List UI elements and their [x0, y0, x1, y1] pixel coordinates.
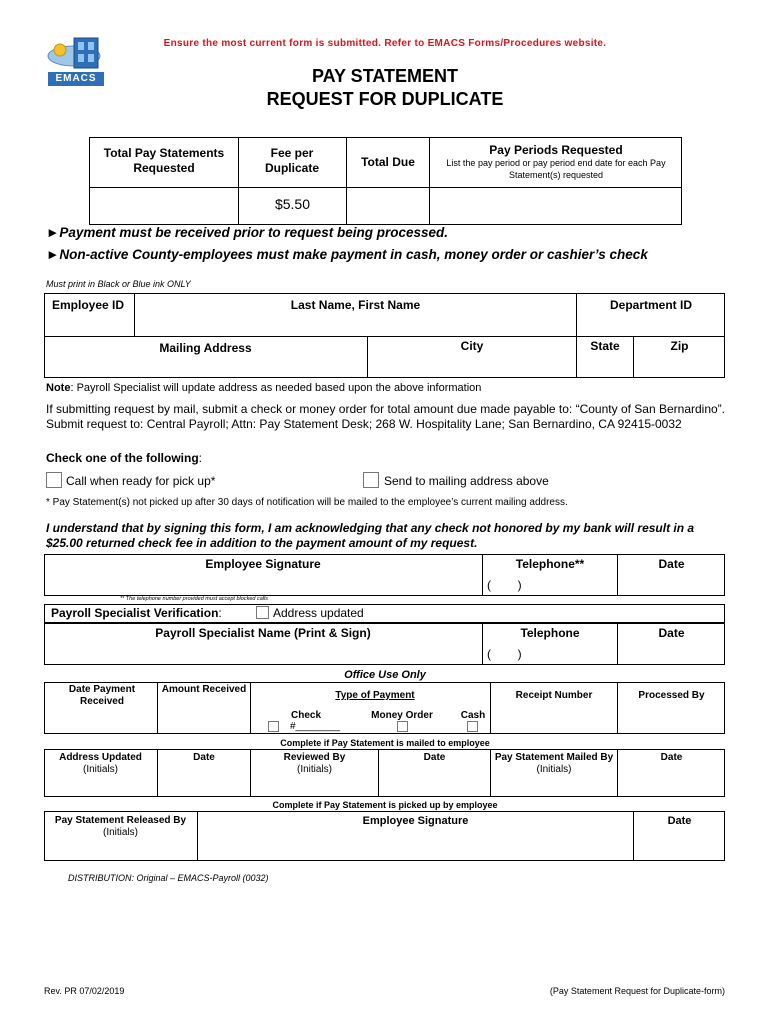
- employee-id-label: Employee ID: [52, 298, 125, 312]
- mailed-by-initials: (Initials): [536, 764, 572, 775]
- cash-checkbox[interactable]: [467, 721, 478, 732]
- pickup-date-label: Date: [667, 815, 692, 827]
- zip-label: Zip: [670, 339, 689, 353]
- processed-by-label: Processed By: [638, 690, 705, 701]
- revision-label: Rev. PR 07/02/2019: [44, 986, 125, 996]
- fee-value: $5.50: [274, 196, 311, 212]
- check-number-field[interactable]: #________: [290, 721, 341, 732]
- name-label: Last Name, First Name: [290, 298, 421, 312]
- office-use-title: Office Use Only: [344, 669, 426, 681]
- address-updated-label: Address updated: [273, 606, 364, 620]
- mailed-section-title: Complete if Pay Statement is mailed to employee: [280, 738, 490, 748]
- distribution-note: DISTRIBUTION: Original – EMACS-Payroll (0032): [68, 873, 269, 883]
- logo-text: EMACS: [55, 73, 97, 84]
- verification-colon: :: [218, 606, 222, 620]
- check-label: Check: [290, 710, 321, 721]
- send-to-mailing-label: Send to mailing address above: [384, 474, 549, 488]
- mail-instructions: If submitting request by mail, submit a check or money order for total amount due made payable to: “County of San Bernardino”. Submit request to: Central Payroll; Attn: Pay Statement Desk; 268 W. Hospitality Lane; San Bernardino, CA 92415-0032: [46, 402, 726, 431]
- city-label: City: [460, 339, 484, 353]
- verification-heading: [51, 606, 222, 620]
- ink-note: Must print in Black or Blue ink ONLY: [46, 279, 191, 289]
- specialist-telephone-parens[interactable]: ( ): [487, 647, 522, 661]
- call-when-ready-checkbox[interactable]: [46, 472, 62, 488]
- telephone-blocked-calls-note: ** The telephone number provided must accept blocked calls: [120, 596, 268, 602]
- page-title-line2: REQUEST FOR DUPLICATE: [266, 89, 504, 109]
- current-form-notice: Ensure the most current form is submitted. Refer to EMACS Forms/Procedures website.: [163, 38, 607, 49]
- check-one-label: Check one of the following: [46, 451, 199, 465]
- employee-signature-label: Employee Signature: [205, 557, 321, 571]
- pay-periods-field[interactable]: [430, 188, 681, 224]
- address-updated-initials: (Initials): [82, 764, 118, 775]
- pickup-footnote: * Pay Statement(s) not picked up after 30 days of notification will be mailed to the employee’s current mailing address.: [46, 497, 568, 508]
- state-label: State: [590, 339, 620, 353]
- note-label: Note: [46, 382, 71, 394]
- money-order-label: Money Order: [371, 710, 433, 721]
- call-when-ready-label: Call when ready for pick up*: [66, 474, 216, 488]
- fee-per-duplicate-header: Fee per Duplicate: [264, 146, 319, 175]
- check-checkbox[interactable]: [268, 721, 279, 732]
- mailed-date3-label: Date: [660, 752, 683, 763]
- note-text: : Payroll Specialist will update address as needed based upon the above information: [70, 382, 482, 394]
- type-of-payment-label: Type of Payment: [335, 690, 415, 701]
- pay-periods-header: Pay Periods Requested: [489, 143, 623, 157]
- total-due-field[interactable]: [347, 188, 429, 224]
- mailed-date2-label: Date: [423, 752, 446, 763]
- specialist-name-label: Payroll Specialist Name (Print & Sign): [155, 626, 371, 640]
- non-active-warning: ►Non-active County-employees must make payment in cash, money order or cashier’s check: [46, 247, 648, 262]
- payment-warning: ►Payment must be received prior to request being processed.: [46, 225, 448, 240]
- page-title-line1: PAY STATEMENT: [311, 66, 459, 86]
- money-order-checkbox[interactable]: [397, 721, 408, 732]
- verification-label: Payroll Specialist Verification: [51, 606, 219, 620]
- pickup-section-title: Complete if Pay Statement is picked up by employee: [272, 800, 498, 810]
- acknowledgment-statement: I understand that by signing this form, I am acknowledging that any check not honored by my bank will result in a $25.00 returned check fee in addition to the payment amount of my request.: [46, 521, 695, 550]
- total-pay-statements-header: Total Pay Statements Requested: [103, 146, 225, 175]
- address-updated-col-label: Address Updated: [59, 752, 142, 763]
- mailed-date1-label: Date: [193, 752, 215, 763]
- released-by-label: Pay Statement Released By: [54, 815, 187, 826]
- address-update-note: [46, 382, 481, 394]
- check-one-heading: [46, 451, 202, 465]
- total-due-header: Total Due: [361, 155, 415, 169]
- check-one-colon: :: [198, 451, 203, 465]
- pickup-employee-signature-label: Employee Signature: [362, 815, 469, 827]
- reviewed-by-label: Reviewed By: [283, 752, 346, 763]
- reviewed-by-initials: (Initials): [296, 764, 332, 775]
- date-label: Date: [658, 557, 685, 571]
- receipt-number-label: Receipt Number: [515, 690, 593, 701]
- released-by-initials: (Initials): [102, 827, 138, 838]
- emacs-logo: [44, 34, 108, 88]
- send-to-mailing-checkbox[interactable]: [363, 472, 379, 488]
- total-requested-field[interactable]: [90, 188, 238, 224]
- telephone-parens[interactable]: ( ): [487, 578, 522, 592]
- department-id-label: Department ID: [609, 298, 692, 312]
- form-name-label: (Pay Statement Request for Duplicate-form): [549, 986, 725, 996]
- mailing-address-label: Mailing Address: [159, 341, 252, 355]
- amount-received-label: Amount Received: [161, 684, 247, 695]
- address-updated-checkbox[interactable]: [256, 606, 269, 619]
- specialist-date-label: Date: [658, 626, 685, 640]
- date-payment-received-label: Date Payment Received: [68, 684, 136, 707]
- cash-label: Cash: [460, 710, 486, 721]
- specialist-telephone-label: Telephone: [520, 626, 580, 640]
- mailed-by-label: Pay Statement Mailed By: [494, 752, 614, 763]
- telephone-label: Telephone**: [515, 557, 585, 571]
- pay-periods-instructions: List the pay period or pay period end date for each Pay Statement(s) requested: [446, 158, 666, 180]
